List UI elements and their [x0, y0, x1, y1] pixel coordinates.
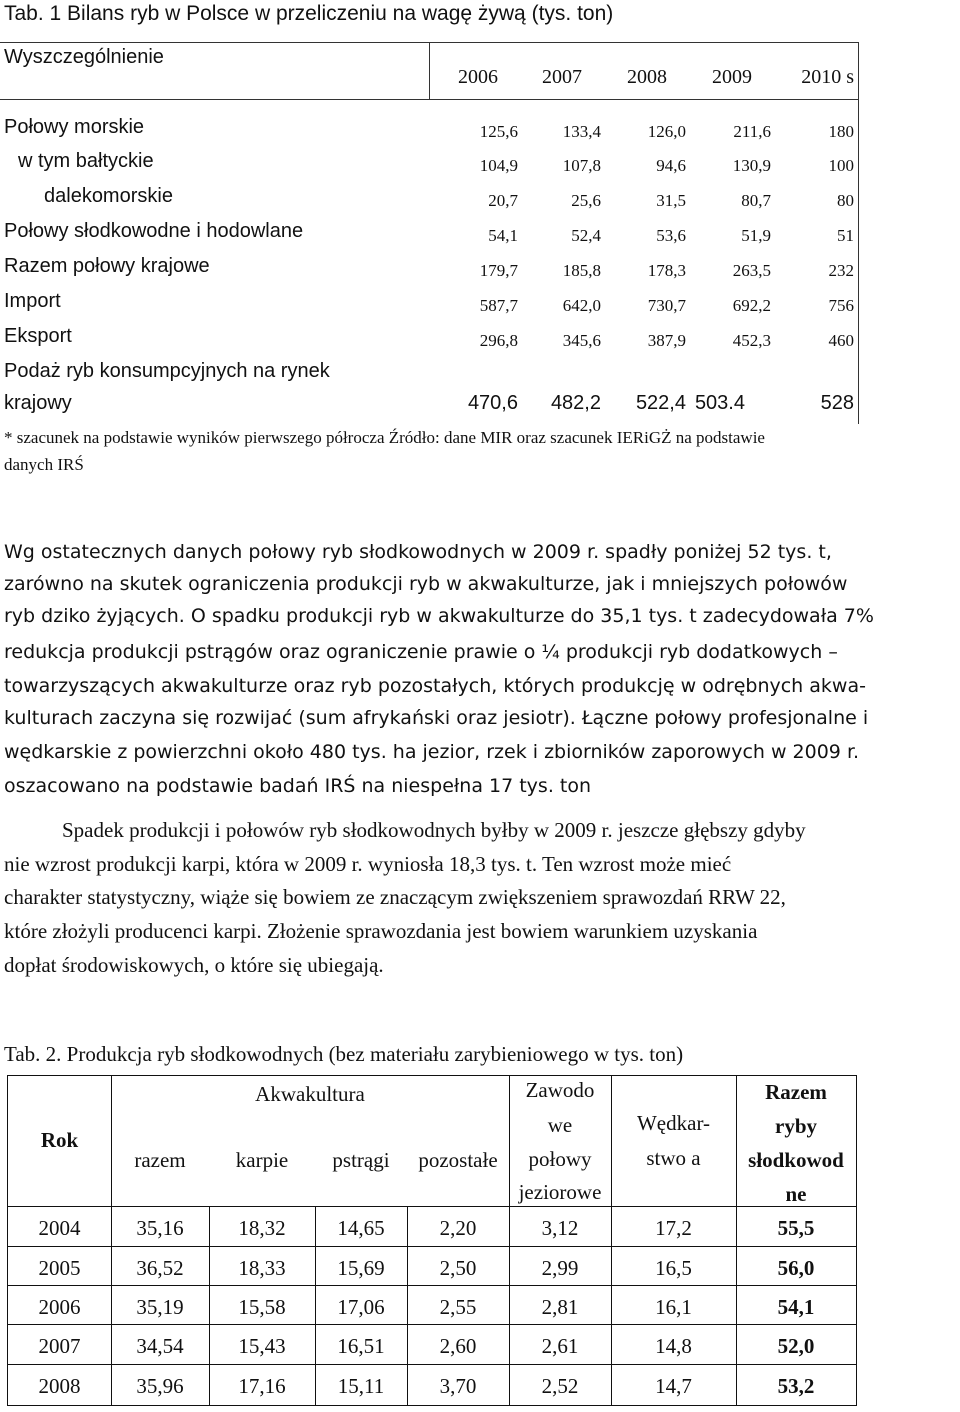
table1-cell: 125,6	[479, 122, 518, 141]
footnote-line: * szacunek na podstawie wyników pierwszego półrocza Źródło: dane MIR oraz szacunek IERiGŻ na podstawie	[4, 428, 765, 447]
table1-header-border	[0, 99, 858, 100]
table2-header-zawodowe: we	[547, 1113, 573, 1137]
table2-header-akwakultura: Akwakultura	[255, 1082, 365, 1106]
table2-cell: 2,60	[439, 1334, 477, 1358]
paragraph-line: ryb dziko żyjących. O spadku produkcji ryb w akwakulturze do 35,1 tys. t zadecydowała 7%	[4, 605, 874, 627]
table1-year-header: 2009	[712, 66, 752, 88]
table2-cell: 17,2	[655, 1216, 692, 1240]
table1-cell: 296,8	[479, 331, 518, 350]
paragraph-line: nie wzrost produkcji karpi, która w 2009 r. wyniosła 18,3 tys. t. Ten wzrost może mieć	[4, 852, 732, 876]
table1-row-label: Połowy morskie	[4, 116, 145, 138]
table1-caption: Tab. 1 Bilans ryb w Polsce w przeliczeniu na wagę żywą (tys. ton)	[4, 2, 614, 25]
table1-cell: 25,6	[571, 191, 601, 210]
table2-cell-rok: 2004	[38, 1216, 81, 1240]
table2-cell-rok: 2006	[38, 1295, 81, 1319]
table1-cell: 51,9	[741, 226, 771, 245]
table2-cell: 2,55	[439, 1295, 477, 1319]
table1-cell: 133,4	[562, 122, 601, 141]
table2-cell: 2,81	[541, 1295, 579, 1319]
table1-cell: 179,7	[479, 261, 518, 280]
table2-header-total: ne	[785, 1182, 807, 1206]
table2-cell-rok: 2008	[38, 1374, 81, 1398]
table2-cell: 15,69	[337, 1256, 385, 1280]
table2-header-karpie: karpie	[235, 1148, 289, 1172]
table2-cell: 15,58	[238, 1295, 286, 1319]
table2-cell: 2,99	[541, 1256, 579, 1280]
table1-header-label: Wyszczególnienie	[4, 46, 164, 68]
table2-header-razem: razem	[134, 1148, 186, 1172]
table2-cell: 14,65	[337, 1216, 385, 1240]
table2-gridline	[8, 1364, 856, 1365]
table1-cell: 53,6	[656, 226, 686, 245]
table2-cell: 35,19	[136, 1295, 184, 1319]
table1-cell: 452,3	[732, 331, 771, 350]
table2-cell-rok: 2005	[38, 1256, 81, 1280]
table2-cell: 15,43	[238, 1334, 286, 1358]
table1-cell: 587,7	[479, 296, 518, 315]
table1-year-header: 2007	[542, 66, 582, 88]
table2-cell: 3,70	[439, 1374, 477, 1398]
table2-cell-total: 54,1	[777, 1295, 815, 1319]
table1-cell: 756	[828, 296, 854, 315]
paragraph-line: charakter statystyczny, wiąże się bowiem ze znaczącym zwiększeniem sprawozdań RRW 22,	[4, 885, 786, 909]
table1-cell: 528	[820, 392, 854, 414]
table2-caption: Tab. 2. Produkcja ryb słodkowodnych (bez materiału zarybieniowego w tys. ton)	[4, 1042, 684, 1066]
table1-cell: 80	[837, 191, 854, 210]
paragraph-line: kulturach zaczyna się rozwijać (sum afrykański oraz jesiotr). Łączne połowy profesjonalne i	[4, 707, 869, 729]
table2-header-pstragi: pstrągi	[332, 1148, 390, 1172]
table2-header-zawodowe: Zawodo	[525, 1078, 595, 1102]
table1-cell: 185,8	[562, 261, 601, 280]
table2-cell: 35,16	[136, 1216, 184, 1240]
table1-cell: 345,6	[562, 331, 601, 350]
table2-header-rok: Rok	[40, 1128, 79, 1152]
table2-cell: 36,52	[136, 1256, 184, 1280]
table2-cell: 14,7	[655, 1374, 692, 1398]
table2-header-zawodowe: jeziorowe	[518, 1180, 602, 1204]
table2-cell: 17,06	[337, 1295, 385, 1319]
table2-gridline	[8, 1206, 856, 1207]
table2-cell-total: 53,2	[777, 1374, 815, 1398]
table1-cell: 100	[828, 156, 854, 175]
table1-cell: 178,3	[647, 261, 686, 280]
table1-cell: 20,7	[488, 191, 518, 210]
table1-cell: 263,5	[732, 261, 771, 280]
table2-header-wedkarstwo: Wędkar-	[636, 1111, 711, 1135]
table2-cell: 3,12	[541, 1216, 579, 1240]
table2-cell: 35,96	[136, 1374, 184, 1398]
paragraph-line: Wg ostatecznych danych połowy ryb słodkowodnych w 2009 r. spadły poniżej 52 tys. t,	[4, 541, 832, 563]
paragraph-line: dopłat środowiskowych, o które się ubiegają.	[4, 953, 384, 977]
table2-cell: 14,8	[655, 1334, 692, 1358]
table2-cell: 2,52	[541, 1374, 579, 1398]
table2-header-total: Razem	[765, 1080, 827, 1104]
table2-header-wedkarstwo: stwo a	[646, 1146, 701, 1170]
table2-cell: 17,16	[238, 1374, 286, 1398]
table2-cell-total: 55,5	[777, 1216, 815, 1240]
table1-row-label: krajowy	[4, 392, 72, 414]
table1-cell: 232	[828, 261, 854, 280]
table1-cell: 52,4	[571, 226, 601, 245]
table2-cell-total: 52,0	[777, 1334, 815, 1358]
table2-cell: 2,61	[541, 1334, 579, 1358]
table1-cell: 482,2	[550, 392, 601, 414]
footnote-line: danych IRŚ	[4, 455, 84, 474]
table1-cell: 180	[828, 122, 854, 141]
table2-cell-rok: 2007	[38, 1334, 81, 1358]
table2-header-pozostale: pozostałe	[418, 1148, 498, 1172]
table1-cell: 730,7	[647, 296, 686, 315]
table1-cell: 31,5	[656, 191, 686, 210]
table1-row-label: dalekomorskie	[44, 185, 173, 207]
table1-cell: 503.4	[694, 392, 745, 414]
table1-cell: 692,2	[732, 296, 771, 315]
table2-header-total: słodkowod	[748, 1148, 844, 1172]
table2-gridline	[8, 1246, 856, 1247]
table2-cell-total: 56,0	[777, 1256, 815, 1280]
table1-row-label: Podaż ryb konsumpcyjnych na rynek	[4, 360, 330, 382]
table1-cell: 470,6	[467, 392, 518, 414]
table1-year-header: 2008	[627, 66, 667, 88]
table1-cell: 130,9	[732, 156, 771, 175]
table2-cell: 2,20	[439, 1216, 477, 1240]
table2-cell: 16,5	[655, 1256, 692, 1280]
table1-year-header: 2010 s	[801, 66, 854, 88]
table2-header-zawodowe: połowy	[528, 1147, 592, 1171]
table1-cell: 642,0	[562, 296, 601, 315]
table1-cell: 387,9	[647, 331, 686, 350]
table1-row-label: Eksport	[4, 325, 72, 347]
table2-cell: 2,50	[439, 1256, 477, 1280]
table2-cell: 16,51	[337, 1334, 385, 1358]
table2-cell: 16,1	[655, 1295, 692, 1319]
paragraph-line: towarzyszących akwakulturze oraz ryb pozostałych, których produkcję w odrębnych akwa-	[4, 675, 866, 697]
table1-row-label: Import	[4, 290, 61, 312]
paragraph-line: oszacowano na podstawie badań IRŚ na niespełna 17 tys. ton	[4, 775, 592, 797]
table1-row-label: Połowy słodkowodne i hodowlane	[4, 220, 304, 242]
paragraph-line: wędkarskie z powierzchni około 480 tys. ha jezior, rzek i zbiorników zaporowych w 2009 r.	[4, 741, 860, 763]
paragraph-line: redukcja produkcji pstrągów oraz ograniczenie prawie o ¼ produkcji ryb dodatkowych –	[4, 641, 838, 663]
table2-header-total: ryby	[775, 1114, 817, 1138]
table1-year-header: 2006	[458, 66, 498, 88]
table1-cell: 51	[837, 226, 854, 245]
table1-cell: 94,6	[656, 156, 686, 175]
table1-cell: 80,7	[741, 191, 771, 210]
table1-row-label: Razem połowy krajowe	[4, 255, 210, 277]
table2-cell: 18,33	[238, 1256, 286, 1280]
table2-gridline	[8, 1324, 856, 1325]
table1-row-label: w tym bałtyckie	[18, 150, 154, 172]
table1-cell: 107,8	[562, 156, 601, 175]
table1-cell: 460	[828, 331, 854, 350]
paragraph-line: zarówno na skutek ograniczenia produkcji ryb w akwakulturze, jak i mniejszych połowów	[4, 573, 848, 595]
table1-cell: 104,9	[479, 156, 518, 175]
table1-cell: 522,4	[635, 392, 686, 414]
table2-cell: 15,11	[337, 1374, 385, 1398]
table2-cell: 34,54	[136, 1334, 184, 1358]
paragraph-line: które złożyli producenci karpi. Złożenie sprawozdania jest bowiem warunkiem uzyskania	[4, 919, 758, 943]
paragraph-line: Spadek produkcji i połowów ryb słodkowodnych byłby w 2009 r. jeszcze głębszy gdyby	[62, 818, 806, 842]
table1-cell: 54,1	[488, 226, 518, 245]
table2-gridline	[8, 1285, 856, 1286]
table1-cell: 211,6	[733, 122, 771, 141]
table1-cell: 126,0	[647, 122, 686, 141]
table2	[7, 1075, 857, 1406]
table1	[0, 42, 859, 424]
table2-cell: 18,32	[238, 1216, 286, 1240]
